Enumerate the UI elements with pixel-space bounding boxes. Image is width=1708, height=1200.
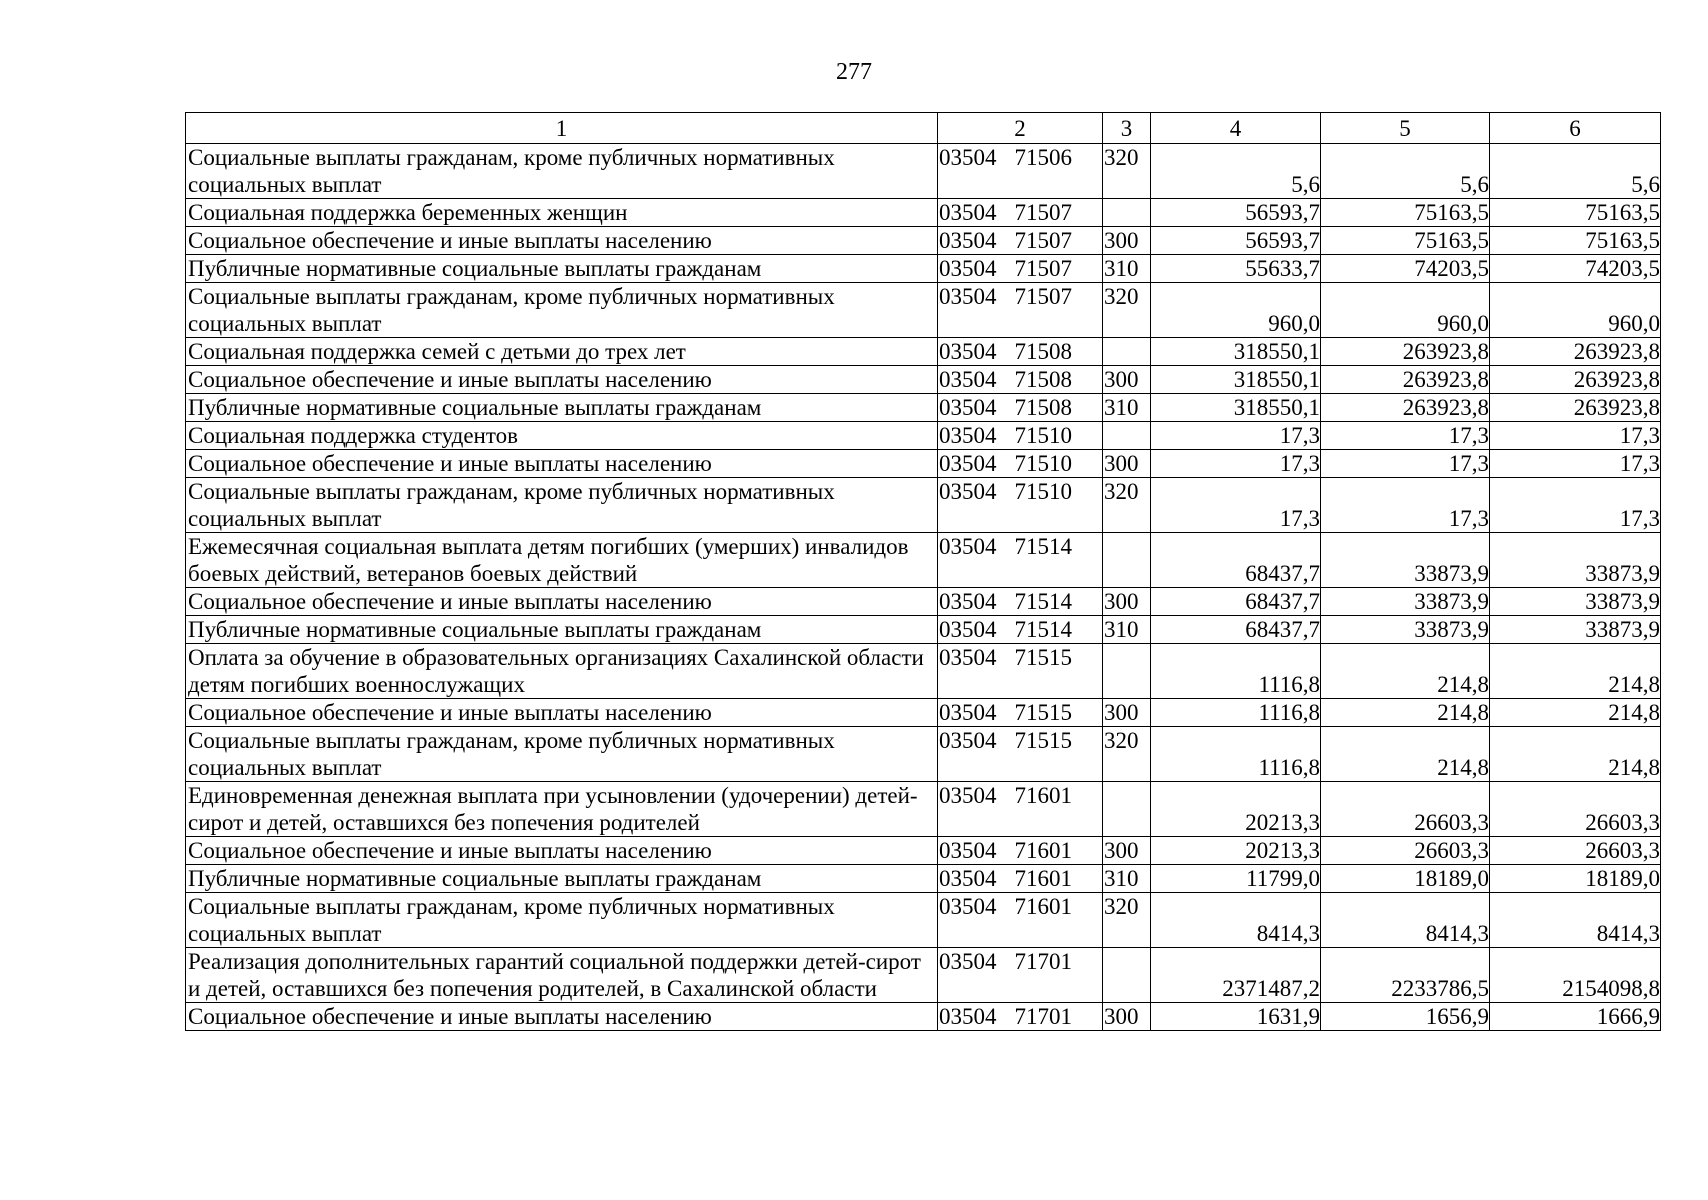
table-row <box>186 782 1661 837</box>
row-value-col6: 33873,9 <box>1490 533 1661 588</box>
code-target: 71601 <box>1014 866 1072 891</box>
row-name: Социальные выплаты гражданам, кроме публичных нормативных социальных выплат <box>186 893 938 948</box>
row-value-col6: 17,3 <box>1490 478 1661 533</box>
row-expense-type: 300 <box>1103 588 1151 616</box>
code-target: 71515 <box>1014 645 1072 670</box>
row-code <box>938 782 1103 837</box>
row-code <box>938 394 1103 422</box>
table-row <box>186 199 1661 227</box>
row-value-col4: 318550,1 <box>1151 394 1321 422</box>
code-section: 03504 <box>939 395 997 420</box>
table-row <box>186 394 1661 422</box>
row-code <box>938 893 1103 948</box>
row-value-col6: 18189,0 <box>1490 865 1661 893</box>
code-target: 71510 <box>1014 423 1072 448</box>
row-code <box>938 837 1103 865</box>
row-expense-type <box>1103 199 1151 227</box>
code-target: 71601 <box>1014 894 1072 919</box>
code-target: 71601 <box>1014 838 1072 863</box>
code-section: 03504 <box>939 617 997 642</box>
row-value-col5: 74203,5 <box>1321 255 1490 283</box>
code-section: 03504 <box>939 339 997 364</box>
row-name: Социальное обеспечение и иные выплаты населению <box>186 837 938 865</box>
row-code <box>938 865 1103 893</box>
row-value-col5: 26603,3 <box>1321 837 1490 865</box>
row-value-col4: 56593,7 <box>1151 199 1321 227</box>
column-header-6: 6 <box>1490 113 1661 144</box>
row-value-col4: 11799,0 <box>1151 865 1321 893</box>
row-expense-type: 300 <box>1103 227 1151 255</box>
row-value-col6: 74203,5 <box>1490 255 1661 283</box>
table-row <box>186 1003 1661 1031</box>
row-value-col5: 2233786,5 <box>1321 948 1490 1003</box>
row-code <box>938 478 1103 533</box>
code-target: 71506 <box>1014 145 1072 170</box>
row-value-col6: 960,0 <box>1490 283 1661 338</box>
row-value-col6: 17,3 <box>1490 422 1661 450</box>
table-row <box>186 727 1661 782</box>
row-value-col4: 1116,8 <box>1151 644 1321 699</box>
row-name: Социальная поддержка семей с детьми до трех лет <box>186 338 938 366</box>
row-code <box>938 727 1103 782</box>
row-expense-type <box>1103 948 1151 1003</box>
code-section: 03504 <box>939 284 997 309</box>
budget-table <box>185 112 1661 1031</box>
row-value-col6: 263923,8 <box>1490 366 1661 394</box>
row-value-col6: 17,3 <box>1490 450 1661 478</box>
row-code <box>938 644 1103 699</box>
row-expense-type <box>1103 422 1151 450</box>
row-expense-type: 300 <box>1103 450 1151 478</box>
code-target: 71515 <box>1014 728 1072 753</box>
code-section: 03504 <box>939 866 997 891</box>
row-name: Публичные нормативные социальные выплаты гражданам <box>186 865 938 893</box>
row-value-col6: 26603,3 <box>1490 837 1661 865</box>
table-row <box>186 366 1661 394</box>
table-row <box>186 478 1661 533</box>
row-expense-type: 300 <box>1103 699 1151 727</box>
code-section: 03504 <box>939 479 997 504</box>
row-name: Социальные выплаты гражданам, кроме публичных нормативных социальных выплат <box>186 727 938 782</box>
code-section: 03504 <box>939 200 997 225</box>
row-value-col5: 263923,8 <box>1321 394 1490 422</box>
row-name: Социальная поддержка студентов <box>186 422 938 450</box>
code-section: 03504 <box>939 228 997 253</box>
row-expense-type: 300 <box>1103 366 1151 394</box>
row-value-col4: 68437,7 <box>1151 616 1321 644</box>
row-value-col4: 20213,3 <box>1151 837 1321 865</box>
code-section: 03504 <box>939 451 997 476</box>
row-name: Публичные нормативные социальные выплаты гражданам <box>186 616 938 644</box>
row-value-col5: 75163,5 <box>1321 227 1490 255</box>
row-value-col4: 1116,8 <box>1151 727 1321 782</box>
row-code <box>938 948 1103 1003</box>
code-target: 71514 <box>1014 534 1072 559</box>
row-name: Социальное обеспечение и иные выплаты населению <box>186 699 938 727</box>
code-section: 03504 <box>939 700 997 725</box>
row-name: Социальная поддержка беременных женщин <box>186 199 938 227</box>
code-target: 71510 <box>1014 451 1072 476</box>
row-value-col6: 33873,9 <box>1490 588 1661 616</box>
row-value-col6: 214,8 <box>1490 699 1661 727</box>
code-target: 71514 <box>1014 589 1072 614</box>
row-name: Единовременная денежная выплата при усыновлении (удочерении) детей-сирот и детей, оставшихся без попечения родителей <box>186 782 938 837</box>
row-code <box>938 144 1103 199</box>
code-target: 71515 <box>1014 700 1072 725</box>
row-value-col5: 1656,9 <box>1321 1003 1490 1031</box>
table-row <box>186 865 1661 893</box>
row-value-col5: 33873,9 <box>1321 616 1490 644</box>
row-value-col6: 2154098,8 <box>1490 948 1661 1003</box>
table-row <box>186 283 1661 338</box>
column-header-2: 2 <box>938 113 1103 144</box>
row-value-col5: 8414,3 <box>1321 893 1490 948</box>
row-name: Социальные выплаты гражданам, кроме публичных нормативных социальных выплат <box>186 283 938 338</box>
row-expense-type: 300 <box>1103 1003 1151 1031</box>
row-value-col5: 26603,3 <box>1321 782 1490 837</box>
row-expense-type: 320 <box>1103 893 1151 948</box>
row-expense-type <box>1103 533 1151 588</box>
row-expense-type: 300 <box>1103 837 1151 865</box>
row-value-col4: 17,3 <box>1151 450 1321 478</box>
row-value-col6: 26603,3 <box>1490 782 1661 837</box>
row-expense-type <box>1103 338 1151 366</box>
row-code <box>938 338 1103 366</box>
row-name: Социальные выплаты гражданам, кроме публичных нормативных социальных выплат <box>186 478 938 533</box>
row-value-col4: 1631,9 <box>1151 1003 1321 1031</box>
row-code <box>938 450 1103 478</box>
code-target: 71701 <box>1014 949 1072 974</box>
table-row <box>186 144 1661 199</box>
table-row <box>186 450 1661 478</box>
code-section: 03504 <box>939 645 997 670</box>
page-number: 277 <box>836 59 872 85</box>
code-section: 03504 <box>939 256 997 281</box>
row-code <box>938 422 1103 450</box>
row-value-col6: 263923,8 <box>1490 394 1661 422</box>
row-value-col6: 214,8 <box>1490 727 1661 782</box>
row-code <box>938 699 1103 727</box>
row-value-col5: 214,8 <box>1321 699 1490 727</box>
row-name: Социальное обеспечение и иные выплаты населению <box>186 1003 938 1031</box>
table-body <box>186 113 1661 1031</box>
table-row <box>186 699 1661 727</box>
row-value-col6: 33873,9 <box>1490 616 1661 644</box>
row-value-col6: 75163,5 <box>1490 199 1661 227</box>
row-value-col5: 75163,5 <box>1321 199 1490 227</box>
row-code <box>938 616 1103 644</box>
row-expense-type: 310 <box>1103 255 1151 283</box>
row-value-col4: 1116,8 <box>1151 699 1321 727</box>
table-row <box>186 893 1661 948</box>
code-section: 03504 <box>939 728 997 753</box>
row-value-col6: 75163,5 <box>1490 227 1661 255</box>
row-value-col5: 17,3 <box>1321 478 1490 533</box>
row-value-col5: 18189,0 <box>1321 865 1490 893</box>
table-row <box>186 588 1661 616</box>
row-value-col5: 33873,9 <box>1321 533 1490 588</box>
row-code <box>938 533 1103 588</box>
code-target: 71507 <box>1014 256 1072 281</box>
table-row <box>186 422 1661 450</box>
row-code <box>938 588 1103 616</box>
row-expense-type: 310 <box>1103 616 1151 644</box>
row-name: Социальные выплаты гражданам, кроме публичных нормативных социальных выплат <box>186 144 938 199</box>
column-number-row <box>186 113 1661 144</box>
row-name: Социальное обеспечение и иные выплаты населению <box>186 450 938 478</box>
table-row <box>186 227 1661 255</box>
row-value-col5: 17,3 <box>1321 450 1490 478</box>
code-target: 71514 <box>1014 617 1072 642</box>
row-expense-type: 320 <box>1103 727 1151 782</box>
code-section: 03504 <box>939 534 997 559</box>
code-target: 71510 <box>1014 479 1072 504</box>
row-value-col4: 318550,1 <box>1151 366 1321 394</box>
row-value-col4: 55633,7 <box>1151 255 1321 283</box>
code-section: 03504 <box>939 1004 997 1029</box>
code-section: 03504 <box>939 145 997 170</box>
row-value-col4: 960,0 <box>1151 283 1321 338</box>
row-value-col5: 263923,8 <box>1321 366 1490 394</box>
table-row <box>186 948 1661 1003</box>
table-row <box>186 338 1661 366</box>
row-value-col4: 318550,1 <box>1151 338 1321 366</box>
code-target: 71507 <box>1014 228 1072 253</box>
column-header-5: 5 <box>1321 113 1490 144</box>
row-value-col6: 8414,3 <box>1490 893 1661 948</box>
row-expense-type <box>1103 782 1151 837</box>
row-value-col5: 214,8 <box>1321 644 1490 699</box>
row-value-col4: 68437,7 <box>1151 533 1321 588</box>
column-header-1: 1 <box>186 113 938 144</box>
row-name: Социальное обеспечение и иные выплаты населению <box>186 227 938 255</box>
row-code <box>938 1003 1103 1031</box>
row-value-col5: 5,6 <box>1321 144 1490 199</box>
code-section: 03504 <box>939 367 997 392</box>
row-value-col5: 17,3 <box>1321 422 1490 450</box>
code-target: 71508 <box>1014 367 1072 392</box>
row-value-col4: 8414,3 <box>1151 893 1321 948</box>
row-code <box>938 366 1103 394</box>
table-row <box>186 616 1661 644</box>
row-expense-type: 320 <box>1103 478 1151 533</box>
code-target: 71507 <box>1014 200 1072 225</box>
code-target: 71507 <box>1014 284 1072 309</box>
column-header-3: 3 <box>1103 113 1151 144</box>
row-value-col5: 263923,8 <box>1321 338 1490 366</box>
code-section: 03504 <box>939 838 997 863</box>
table-row <box>186 837 1661 865</box>
row-value-col4: 20213,3 <box>1151 782 1321 837</box>
row-value-col4: 2371487,2 <box>1151 948 1321 1003</box>
code-target: 71508 <box>1014 395 1072 420</box>
row-name: Оплата за обучение в образовательных организациях Сахалинской области детям погибших военнослужащих <box>186 644 938 699</box>
row-name: Ежемесячная социальная выплата детям погибших (умерших) инвалидов боевых действий, ветеранов боевых действий <box>186 533 938 588</box>
row-value-col6: 5,6 <box>1490 144 1661 199</box>
row-value-col5: 214,8 <box>1321 727 1490 782</box>
code-section: 03504 <box>939 589 997 614</box>
row-value-col6: 214,8 <box>1490 644 1661 699</box>
row-name: Публичные нормативные социальные выплаты гражданам <box>186 255 938 283</box>
row-value-col6: 1666,9 <box>1490 1003 1661 1031</box>
row-expense-type: 320 <box>1103 283 1151 338</box>
row-name: Социальное обеспечение и иные выплаты населению <box>186 588 938 616</box>
row-code <box>938 199 1103 227</box>
code-section: 03504 <box>939 894 997 919</box>
code-section: 03504 <box>939 949 997 974</box>
row-value-col4: 68437,7 <box>1151 588 1321 616</box>
row-expense-type: 320 <box>1103 144 1151 199</box>
row-value-col4: 17,3 <box>1151 422 1321 450</box>
code-section: 03504 <box>939 783 997 808</box>
row-expense-type: 310 <box>1103 394 1151 422</box>
row-value-col4: 17,3 <box>1151 478 1321 533</box>
table-row <box>186 644 1661 699</box>
row-value-col4: 5,6 <box>1151 144 1321 199</box>
row-expense-type: 310 <box>1103 865 1151 893</box>
row-code <box>938 255 1103 283</box>
row-value-col5: 33873,9 <box>1321 588 1490 616</box>
row-name: Реализация дополнительных гарантий социальной поддержки детей-сирот и детей, оставшихся без попечения родителей, в Сахалинской области <box>186 948 938 1003</box>
row-code <box>938 283 1103 338</box>
code-target: 71701 <box>1014 1004 1072 1029</box>
code-target: 71508 <box>1014 339 1072 364</box>
code-target: 71601 <box>1014 783 1072 808</box>
column-header-4: 4 <box>1151 113 1321 144</box>
row-expense-type <box>1103 644 1151 699</box>
row-value-col6: 263923,8 <box>1490 338 1661 366</box>
row-name: Публичные нормативные социальные выплаты гражданам <box>186 394 938 422</box>
row-code <box>938 227 1103 255</box>
code-section: 03504 <box>939 423 997 448</box>
table-row <box>186 533 1661 588</box>
row-value-col5: 960,0 <box>1321 283 1490 338</box>
table-row <box>186 255 1661 283</box>
row-name: Социальное обеспечение и иные выплаты населению <box>186 366 938 394</box>
row-value-col4: 56593,7 <box>1151 227 1321 255</box>
